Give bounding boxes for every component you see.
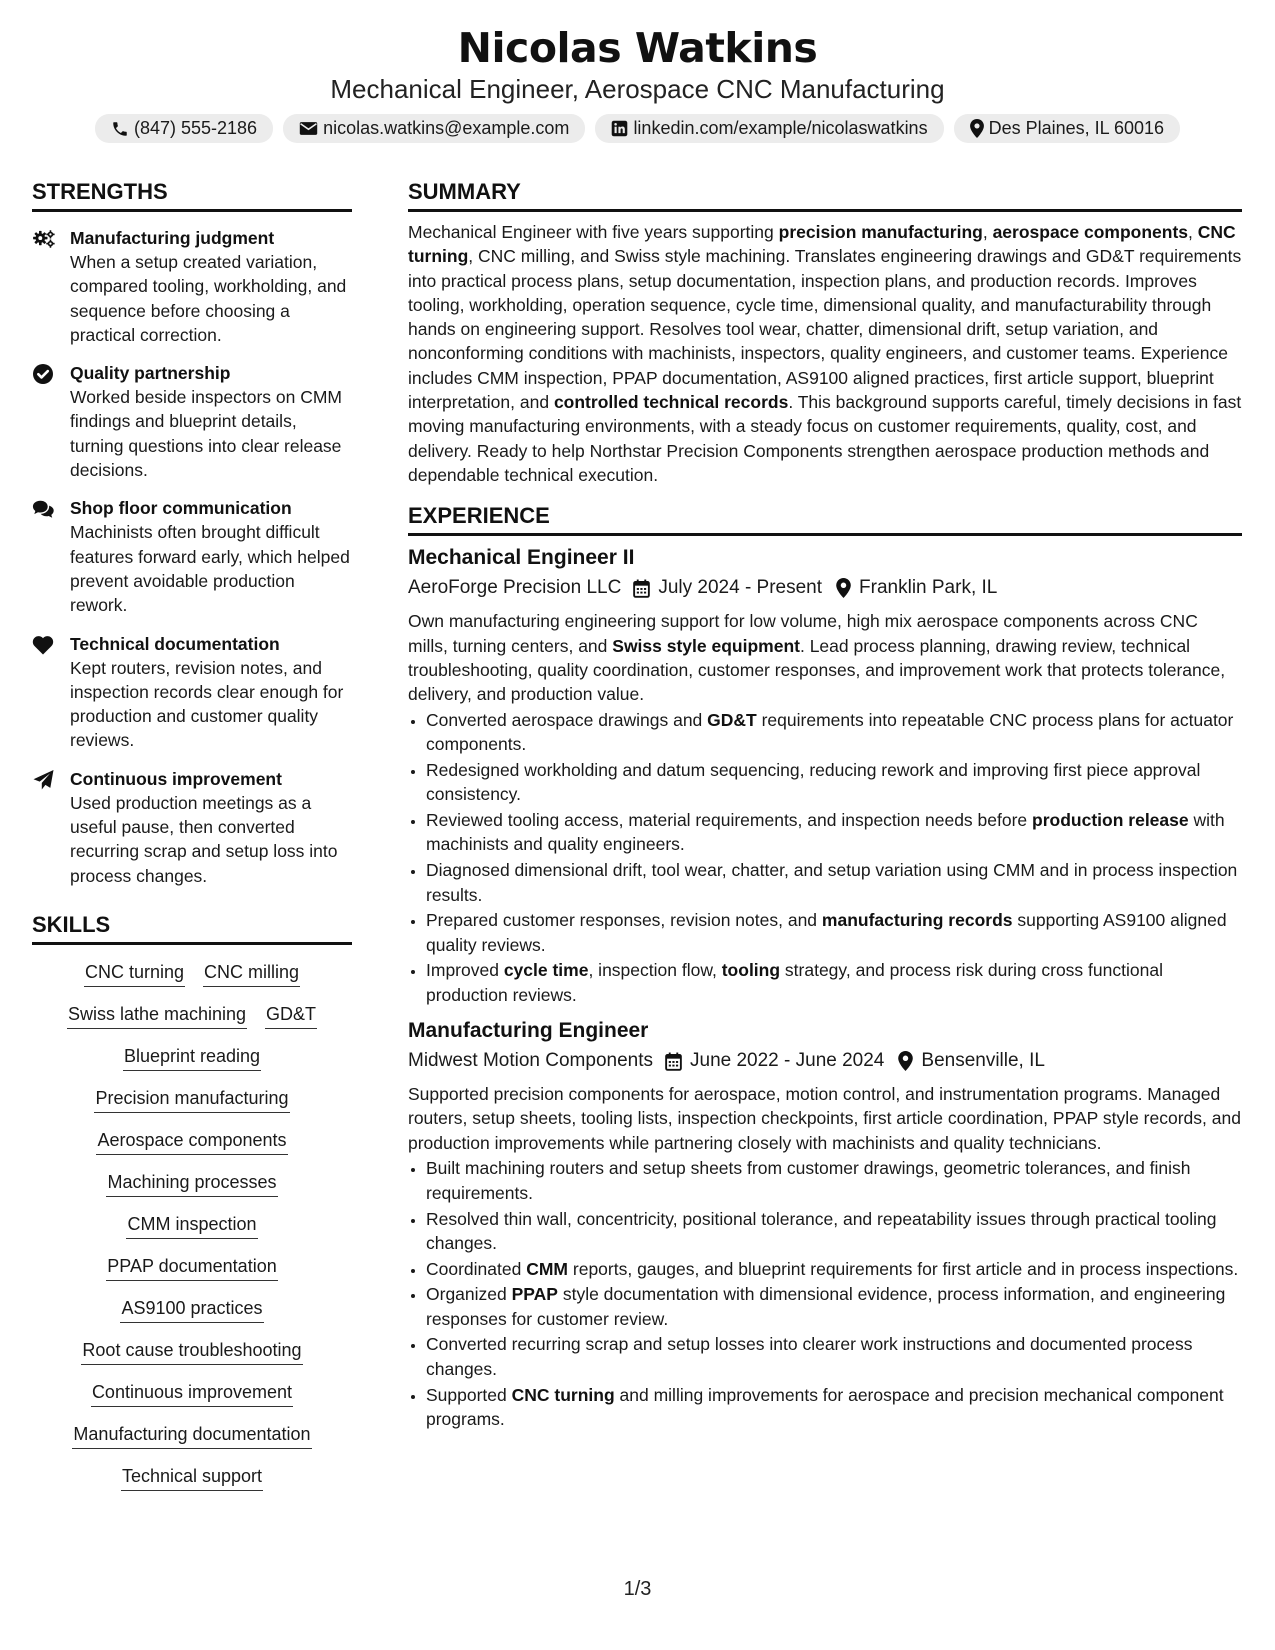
job-meta bbox=[408, 574, 1242, 602]
skill-tag: GD&T bbox=[265, 1002, 317, 1029]
calendar-icon bbox=[633, 579, 650, 598]
paper-plane-icon bbox=[32, 769, 56, 791]
contact-location[interactable] bbox=[954, 114, 1180, 143]
job-bullet: • Supported CNC turning and milling improvements for aerospace and precision mechanical component programs. bbox=[426, 1383, 1242, 1432]
map-pin-icon bbox=[898, 1051, 913, 1071]
job-location: Franklin Park, IL bbox=[859, 577, 998, 599]
strength-title: Quality partnership bbox=[70, 363, 231, 384]
contact-linkedin-text: linkedin.com/example/nicolaswatkins bbox=[633, 118, 928, 138]
job-bullet: • Organized PPAP style documentation with dimensional evidence, process information, and engineering responses for customer review. bbox=[426, 1282, 1242, 1331]
job-bullet: • Diagnosed dimensional drift, tool wear, chatter, and setup variation using CMM and in process inspection results. bbox=[426, 858, 1242, 907]
strength-title: Technical documentation bbox=[70, 633, 280, 654]
skill-tag: CNC milling bbox=[203, 960, 300, 987]
contact-phone-text: (847) 555-2186 bbox=[133, 118, 258, 138]
page-number: 1/3 bbox=[623, 1578, 652, 1600]
contact-linkedin[interactable] bbox=[595, 114, 943, 143]
strength-title: Shop floor communication bbox=[70, 498, 292, 519]
job-title: Manufacturing Engineer bbox=[408, 1019, 649, 1043]
skills-list bbox=[32, 960, 352, 1491]
skill-tag: Technical support bbox=[121, 1464, 263, 1491]
skill-tag: Aerospace components bbox=[96, 1128, 287, 1155]
strength-description: Kept routers, revision notes, and inspection records clear enough for production and customer quality reviews. bbox=[70, 657, 344, 751]
check-circle-icon bbox=[32, 363, 56, 385]
contact-bar bbox=[0, 114, 1275, 143]
strength-description: Worked beside inspectors on CMM findings and blueprint details, turning questions into clear release decisions. bbox=[70, 387, 343, 481]
calendar-icon bbox=[665, 1052, 682, 1071]
job-bullet: • Coordinated CMM reports, gauges, and blueprint requirements for first article and in process inspections. bbox=[426, 1257, 1242, 1281]
heart-icon bbox=[32, 634, 56, 656]
job-bullet: • Converted recurring scrap and setup losses into clearer work instructions and documented process changes. bbox=[426, 1332, 1242, 1381]
job-entry bbox=[408, 544, 1242, 1007]
job-bullet: • Redesigned workholding and datum sequencing, reducing rework and improving first piece approval consistency. bbox=[426, 758, 1242, 807]
strength-description: Used production meetings as a useful pause, then converted recurring scrap and setup loss into process changes. bbox=[70, 792, 338, 886]
contact-email-text: nicolas.watkins@example.com bbox=[323, 118, 570, 138]
strength-description: Machinists often brought difficult features forward early, which helped prevent avoidable production rework. bbox=[70, 522, 350, 616]
job-dates: July 2024 - Present bbox=[658, 577, 823, 599]
job-bullet: • Converted aerospace drawings and GD&T requirements into repeatable CNC process plans for actuator components. bbox=[426, 708, 1242, 757]
skill-tag: Root cause troubleshooting bbox=[81, 1338, 302, 1365]
skill-tag: Precision manufacturing bbox=[94, 1086, 289, 1113]
job-bullets bbox=[408, 1156, 1242, 1431]
strengths-heading: STRENGTHS bbox=[32, 177, 352, 212]
strength-description: When a setup created variation, compared tooling, workholding, and sequence before choosing a practical correction. bbox=[70, 252, 347, 345]
right-column bbox=[408, 177, 1242, 1431]
skill-tag: CNC turning bbox=[84, 960, 185, 987]
map-pin-icon bbox=[836, 578, 851, 598]
contact-phone[interactable] bbox=[95, 114, 273, 143]
strength-title: Manufacturing judgment bbox=[70, 228, 275, 248]
gears-icon bbox=[32, 228, 56, 250]
comments-icon bbox=[32, 498, 56, 520]
skill-tag: CMM inspection bbox=[126, 1212, 257, 1239]
candidate-title: Mechanical Engineer, Aerospace CNC Manufacturing bbox=[330, 74, 945, 104]
linkedin-icon bbox=[611, 120, 628, 137]
strength-item bbox=[32, 361, 352, 482]
candidate-name: Nicolas Watkins bbox=[457, 24, 818, 72]
job-entry bbox=[408, 1017, 1242, 1431]
job-company: AeroForge Precision LLC bbox=[408, 577, 622, 599]
phone-icon bbox=[111, 120, 129, 138]
strength-item bbox=[32, 767, 352, 888]
summary-heading: SUMMARY bbox=[408, 177, 1242, 212]
job-bullet: • Improved cycle time, inspection flow, tooling strategy, and process risk during cross functional production reviews. bbox=[426, 958, 1242, 1007]
skill-tag: Manufacturing documentation bbox=[72, 1422, 311, 1449]
skill-tag: PPAP documentation bbox=[106, 1254, 277, 1281]
job-meta bbox=[408, 1047, 1242, 1075]
job-bullet: • Reviewed tooling access, material requirements, and inspection needs before production release with machinists and quality engineers. bbox=[426, 808, 1242, 857]
job-bullet: • Built machining routers and setup sheets from customer drawings, geometric tolerances, and finish requirements. bbox=[426, 1156, 1242, 1205]
experience-section bbox=[408, 501, 1242, 1431]
map-pin-icon bbox=[970, 119, 984, 138]
job-dates: June 2022 - June 2024 bbox=[690, 1050, 885, 1072]
contact-email[interactable] bbox=[283, 114, 585, 143]
job-company: Midwest Motion Components bbox=[408, 1050, 653, 1072]
envelope-icon bbox=[299, 121, 318, 136]
skill-tag: Swiss lathe machining bbox=[67, 1002, 247, 1029]
strength-item bbox=[32, 496, 352, 617]
skills-heading: SKILLS bbox=[32, 910, 352, 945]
summary-text: Mechanical Engineer with five years supporting precision manufacturing, aerospace components, CNC turning, CNC milling, and Swiss style machining. Translates engineering drawings and GD&T requirements into practical process plans, setup documentation, inspection plans, and production records. Improves tooling, workholding, operation sequence, cycle time, dimensional quality, and manufacturability through hands on engineering support. Resolves tool wear, chatter, dimensional drift, setup variation, and nonconforming conditions with machinists, inspectors, quality engineers, and customer teams. Experience includes CMM inspection, PPAP documentation, AS9100 aligned practices, first article support, blueprint interpretation, and controlled technical records. This background supports careful, timely decisions in fast moving manufacturing environments, with a steady focus on customer requirements, quality, cost, and delivery. Ready to help Northstar Precision Components strengthen aerospace production methods and dependable technical execution. bbox=[408, 222, 1242, 485]
left-column bbox=[32, 177, 352, 1491]
strength-title: Continuous improvement bbox=[70, 768, 282, 789]
skill-tag: Machining processes bbox=[106, 1170, 277, 1197]
resume-header bbox=[0, 22, 1275, 143]
job-bullets bbox=[408, 708, 1242, 1007]
contact-location-text: Des Plaines, IL 60016 bbox=[988, 118, 1165, 138]
skill-tag: AS9100 practices bbox=[120, 1296, 263, 1323]
job-bullet: • Resolved thin wall, concentricity, positional tolerance, and repeatability issues through practical tooling changes. bbox=[426, 1207, 1242, 1256]
job-title: Mechanical Engineer II bbox=[408, 546, 635, 570]
skill-tag: Blueprint reading bbox=[123, 1044, 261, 1071]
job-description: Supported precision components for aerospace, motion control, and instrumentation programs. Managed routers, setup sheets, tooling lists, inspection checkpoints, first article coordination, PPAP style records, and production improvements while partnering closely with machinists and quality technicians. bbox=[408, 1084, 1241, 1153]
job-bullet: • Prepared customer responses, revision notes, and manufacturing records supporting AS9100 aligned quality reviews. bbox=[426, 908, 1242, 957]
job-description: Own manufacturing engineering support for low volume, high mix aerospace components across CNC mills, turning centers, and Swiss style equipment. Lead process planning, drawing review, technical troubleshooting, quality coordination, customer responses, and improvement work that protects tolerance, delivery, and production value. bbox=[408, 611, 1226, 705]
strength-item bbox=[32, 226, 352, 347]
job-location: Bensenville, IL bbox=[921, 1050, 1045, 1072]
experience-heading: EXPERIENCE bbox=[408, 501, 1242, 536]
strength-item bbox=[32, 632, 352, 753]
skill-tag: Continuous improvement bbox=[91, 1380, 293, 1407]
